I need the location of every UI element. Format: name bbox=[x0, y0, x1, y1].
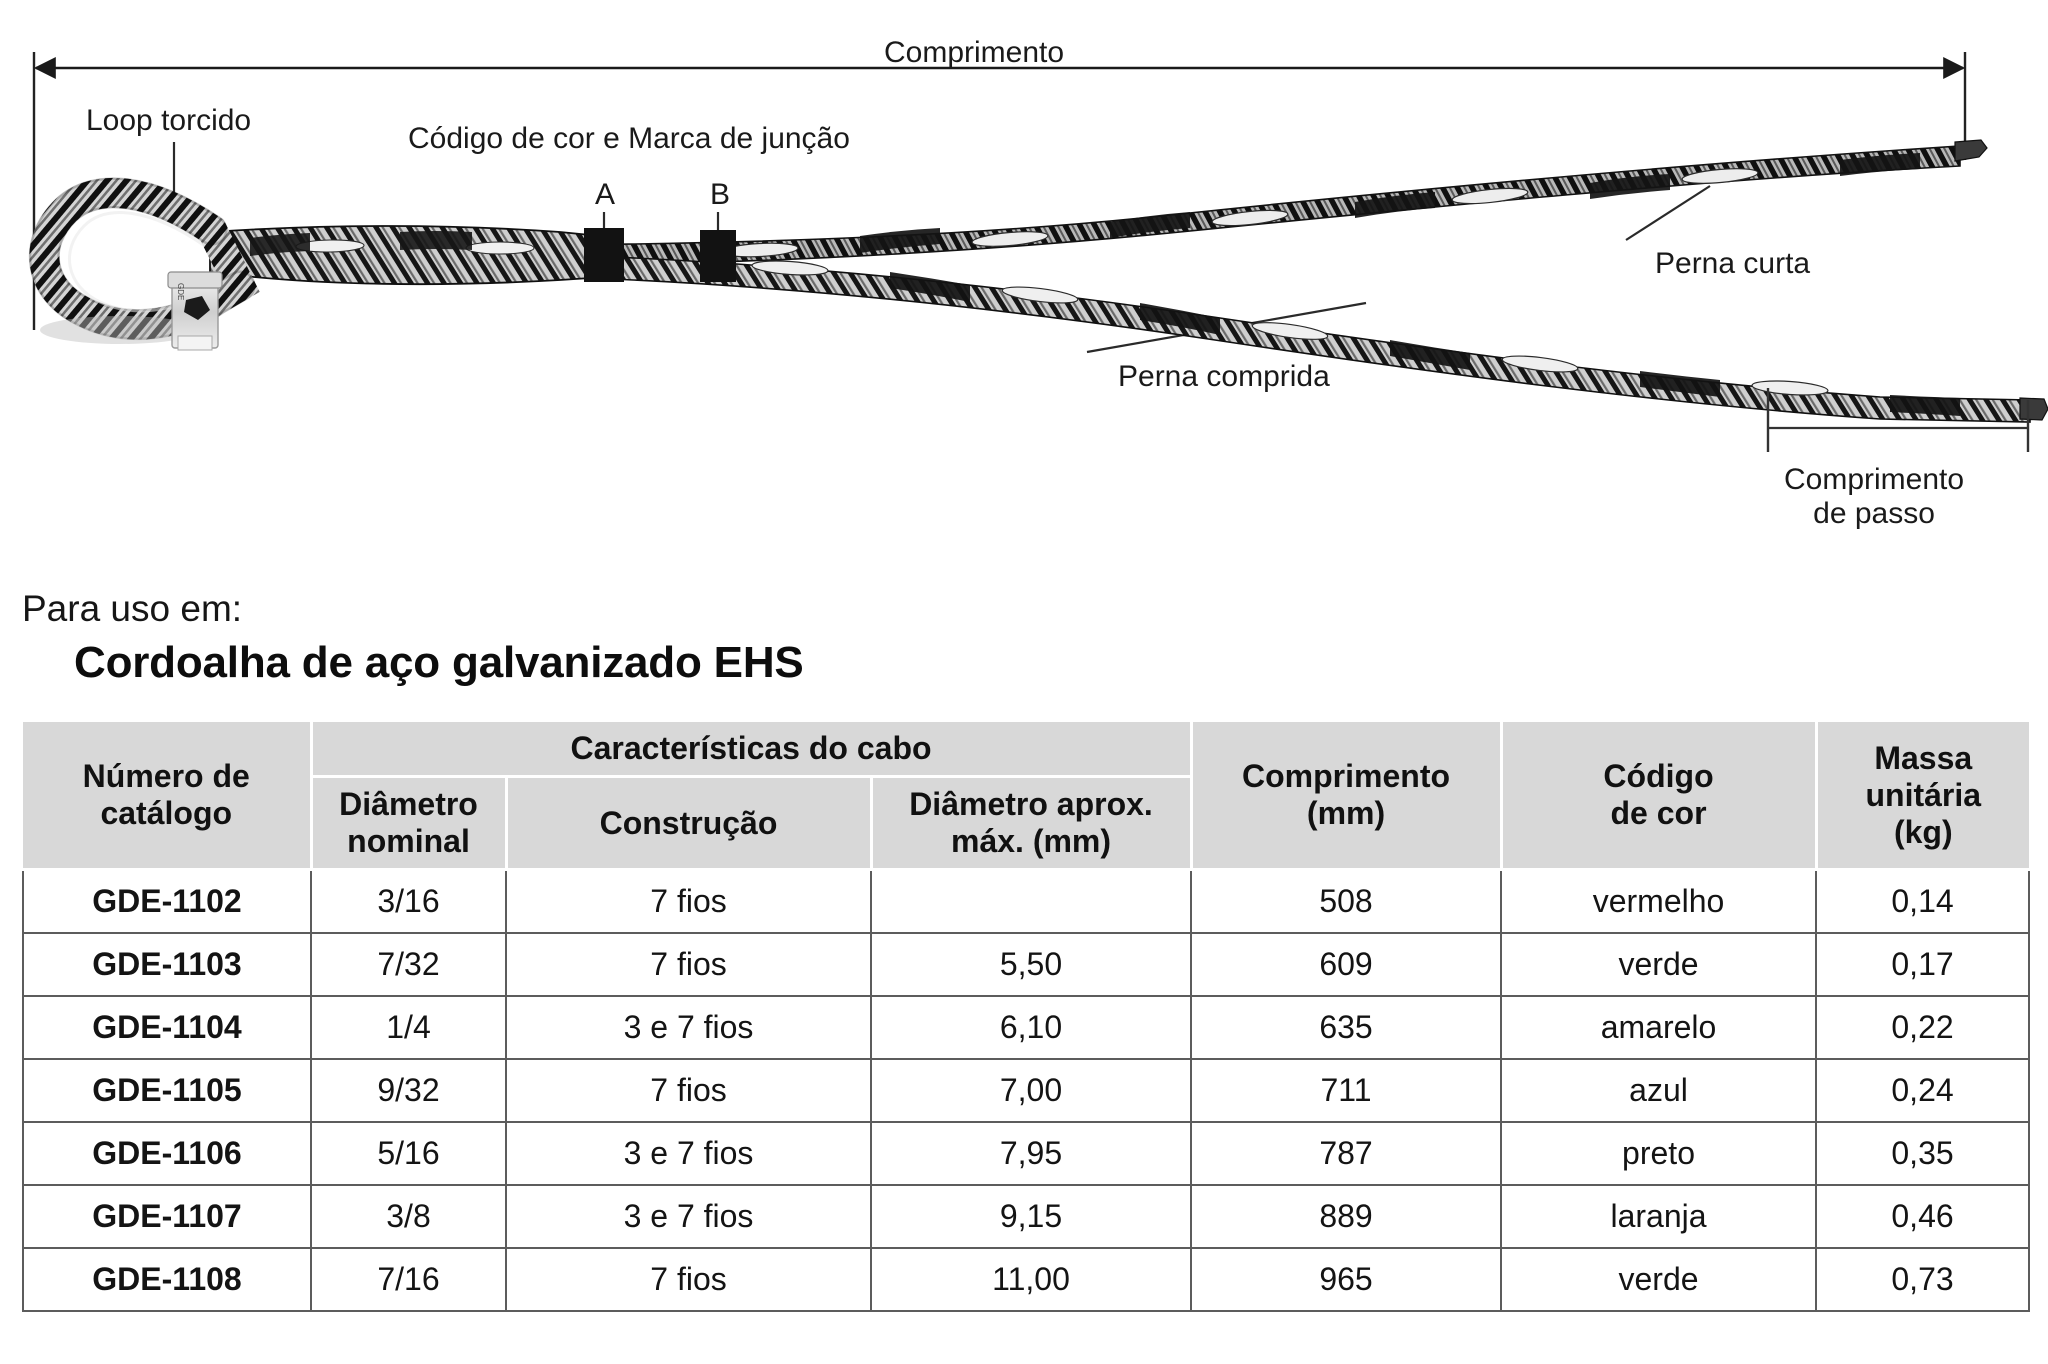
label-pitch-length bbox=[1784, 463, 1964, 530]
col-header-approx-max-diameter-line1: Diâmetro aprox. bbox=[909, 786, 1153, 823]
cell-color_code: verde bbox=[1501, 933, 1816, 996]
cell-nominal_diameter: 5/16 bbox=[311, 1122, 506, 1185]
cell-length: 787 bbox=[1191, 1122, 1501, 1185]
col-header-nominal-diameter bbox=[311, 777, 506, 870]
spec-table-head bbox=[23, 722, 2029, 870]
col-header-unit-mass-line3: (kg) bbox=[1893, 813, 1953, 850]
header-row-top bbox=[23, 722, 2029, 777]
col-header-unit-mass bbox=[1816, 722, 2029, 870]
cell-length: 635 bbox=[1191, 996, 1501, 1059]
col-header-color-code bbox=[1501, 722, 1816, 870]
table-row bbox=[23, 1248, 2029, 1311]
col-header-nominal-diameter-line1: Diâmetro bbox=[339, 786, 478, 823]
cell-nominal_diameter: 1/4 bbox=[311, 996, 506, 1059]
label-color-code-junction-mark: Código de cor e Marca de junção bbox=[408, 122, 850, 155]
col-header-length bbox=[1191, 722, 1501, 870]
main-body-rope bbox=[210, 226, 620, 284]
label-mark-a: A bbox=[595, 178, 616, 211]
label-short-leg: Perna curta bbox=[1655, 247, 1811, 280]
cell-nominal_diameter: 3/16 bbox=[311, 870, 506, 933]
col-header-catalog-number-line1: Número de bbox=[82, 758, 250, 795]
label-mark-b: B bbox=[710, 178, 731, 211]
col-header-unit-mass-line1: Massa bbox=[1874, 739, 1973, 776]
cell-construction: 7 fios bbox=[506, 1059, 871, 1122]
cell-catalog_number: GDE-1103 bbox=[23, 933, 311, 996]
for-use-on-label: Para uso em: bbox=[22, 588, 243, 629]
col-header-length-line2: (mm) bbox=[1306, 795, 1386, 832]
cell-color_code: azul bbox=[1501, 1059, 1816, 1122]
cell-approx_max_diameter: 11,00 bbox=[871, 1248, 1191, 1311]
spec-table-container bbox=[22, 722, 2028, 1312]
cell-color_code: amarelo bbox=[1501, 996, 1816, 1059]
cell-catalog_number: GDE-1104 bbox=[23, 996, 311, 1059]
mark-band-b bbox=[700, 230, 736, 282]
label-long-leg: Perna comprida bbox=[1118, 360, 1330, 393]
page-title: Cordoalha de aço galvanizado EHS bbox=[74, 638, 804, 687]
cell-catalog_number: GDE-1107 bbox=[23, 1185, 311, 1248]
table-row bbox=[23, 1059, 2029, 1122]
table-row bbox=[23, 870, 2029, 933]
table-row bbox=[23, 1122, 2029, 1185]
cell-unit_mass: 0,14 bbox=[1816, 870, 2029, 933]
metal-id-tag bbox=[168, 272, 222, 350]
cell-catalog_number: GDE-1106 bbox=[23, 1122, 311, 1185]
cell-construction: 3 e 7 fios bbox=[506, 996, 871, 1059]
cell-color_code: verde bbox=[1501, 1248, 1816, 1311]
label-pitch-length-line1: Comprimento bbox=[1784, 463, 1965, 496]
cell-length: 609 bbox=[1191, 933, 1501, 996]
cell-length: 889 bbox=[1191, 1185, 1501, 1248]
cell-construction: 7 fios bbox=[506, 870, 871, 933]
cell-approx_max_diameter: 6,10 bbox=[871, 996, 1191, 1059]
cell-catalog_number: GDE-1102 bbox=[23, 870, 311, 933]
cell-unit_mass: 0,24 bbox=[1816, 1059, 2029, 1122]
mark-band-a bbox=[584, 228, 624, 282]
col-header-unit-mass-line2: unitária bbox=[1865, 776, 1982, 813]
col-header-length-line1: Comprimento bbox=[1242, 758, 1451, 795]
col-header-approx-max-diameter-line2: máx. (mm) bbox=[950, 823, 1112, 860]
cell-nominal_diameter: 3/8 bbox=[311, 1185, 506, 1248]
cell-length: 711 bbox=[1191, 1059, 1501, 1122]
cell-nominal_diameter: 7/16 bbox=[311, 1248, 506, 1311]
cell-construction: 7 fios bbox=[506, 933, 871, 996]
cell-approx_max_diameter: 5,50 bbox=[871, 933, 1191, 996]
spec-table bbox=[22, 722, 2030, 1312]
table-row bbox=[23, 1185, 2029, 1248]
col-header-nominal-diameter-line2: nominal bbox=[347, 823, 470, 860]
label-pitch-length-line2: de passo bbox=[1813, 496, 1935, 530]
col-header-approx-max-diameter bbox=[871, 777, 1191, 870]
cell-unit_mass: 0,73 bbox=[1816, 1248, 2029, 1311]
label-twisted-loop: Loop torcido bbox=[86, 104, 252, 137]
col-header-color-code-line1: Código bbox=[1603, 758, 1714, 795]
cell-unit_mass: 0,46 bbox=[1816, 1185, 2029, 1248]
cell-nominal_diameter: 9/32 bbox=[311, 1059, 506, 1122]
cell-approx_max_diameter bbox=[871, 870, 1191, 933]
col-header-cable-characteristics: Características do cabo bbox=[311, 722, 1191, 777]
table-row bbox=[23, 933, 2029, 996]
cell-approx_max_diameter: 7,95 bbox=[871, 1122, 1191, 1185]
cell-unit_mass: 0,17 bbox=[1816, 933, 2029, 996]
label-overall-length: Comprimento bbox=[884, 36, 1065, 69]
col-header-catalog-number bbox=[23, 722, 311, 870]
product-diagram bbox=[0, 0, 2048, 560]
cell-construction: 3 e 7 fios bbox=[506, 1185, 871, 1248]
col-header-catalog-number-line2: catálogo bbox=[100, 795, 233, 832]
cell-length: 508 bbox=[1191, 870, 1501, 933]
long-leg-rope bbox=[560, 255, 2048, 422]
svg-text:GDE: GDE bbox=[176, 283, 185, 301]
spec-table-body bbox=[23, 870, 2029, 1311]
cell-color_code: laranja bbox=[1501, 1185, 1816, 1248]
cell-construction: 7 fios bbox=[506, 1248, 871, 1311]
cell-nominal_diameter: 7/32 bbox=[311, 933, 506, 996]
cell-catalog_number: GDE-1105 bbox=[23, 1059, 311, 1122]
cell-catalog_number: GDE-1108 bbox=[23, 1248, 311, 1311]
cell-construction: 3 e 7 fios bbox=[506, 1122, 871, 1185]
col-header-color-code-line2: de cor bbox=[1610, 795, 1707, 832]
cell-approx_max_diameter: 7,00 bbox=[871, 1059, 1191, 1122]
cell-unit_mass: 0,35 bbox=[1816, 1122, 2029, 1185]
cell-length: 965 bbox=[1191, 1248, 1501, 1311]
col-header-construction: Construção bbox=[506, 777, 871, 870]
cell-approx_max_diameter: 9,15 bbox=[871, 1185, 1191, 1248]
table-row bbox=[23, 996, 2029, 1059]
cell-color_code: vermelho bbox=[1501, 870, 1816, 933]
cell-unit_mass: 0,22 bbox=[1816, 996, 2029, 1059]
cell-color_code: preto bbox=[1501, 1122, 1816, 1185]
